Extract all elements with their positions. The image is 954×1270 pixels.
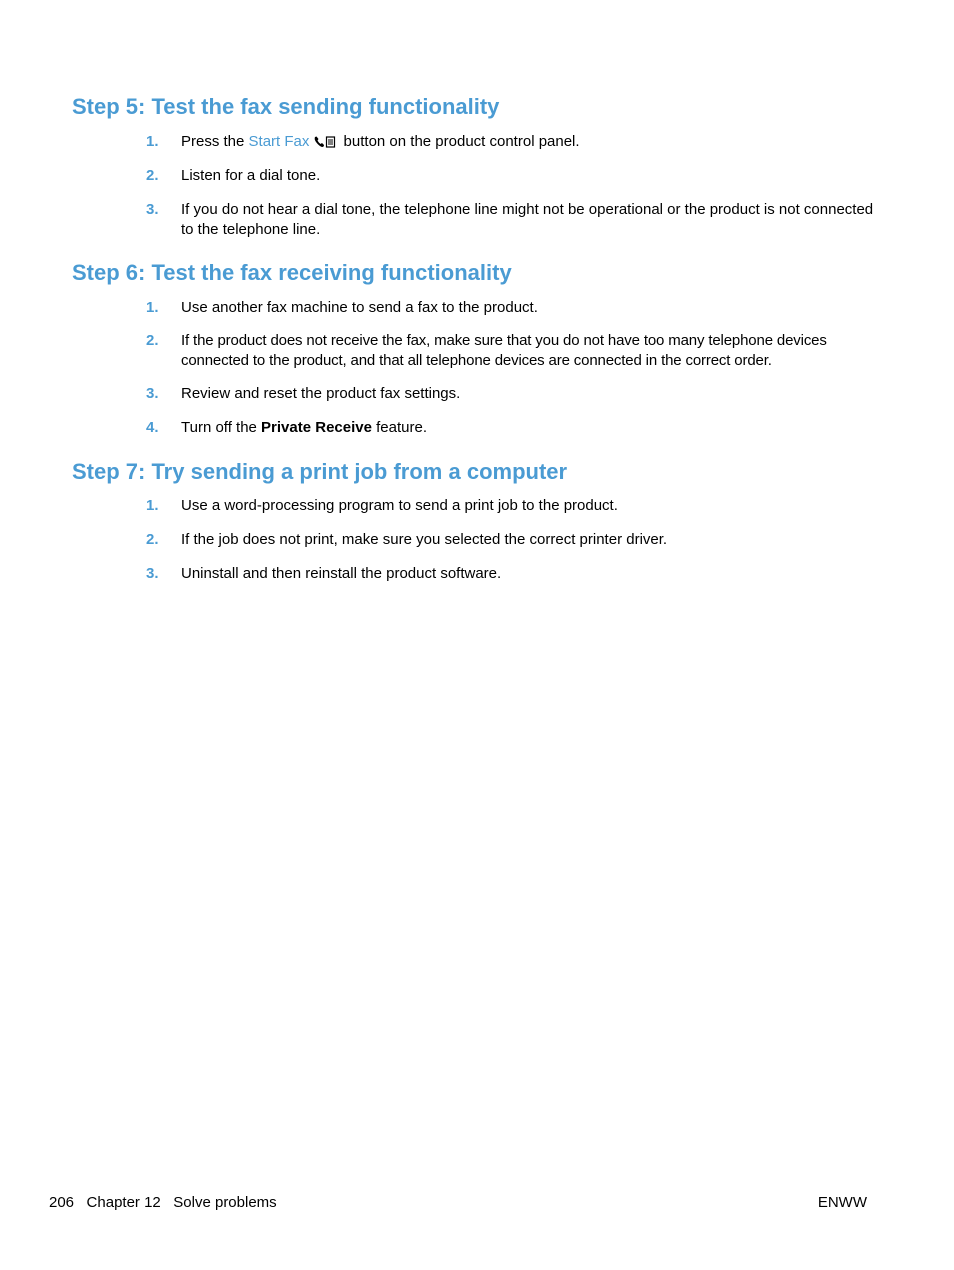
list-text: If the job does not print, make sure you selected the correct printer driver. xyxy=(181,531,668,548)
list-text xyxy=(181,132,881,155)
step5-heading: Step 5: Test the fax sending functionality xyxy=(72,94,500,119)
list-text xyxy=(181,418,881,438)
list-text: If you do not hear a dial tone, the telephone line might not be operational or the product is not connected to the telephone line. xyxy=(181,201,874,238)
list-number: 2. xyxy=(146,167,159,184)
list-text: If the product does not receive the fax, make sure that you do not have too many telephone devices connected to the product, and that all telephone devices are connected in the correct order. xyxy=(181,332,827,369)
list-number: 1. xyxy=(146,299,159,316)
page-number: 206 xyxy=(49,1194,75,1211)
page-footer-left xyxy=(49,1193,277,1213)
footer-chapter-title: Solve problems xyxy=(173,1194,277,1211)
list-number: 4. xyxy=(146,419,159,436)
list-number: 3. xyxy=(146,565,159,582)
fax-start-icon xyxy=(313,134,337,155)
list-text: Use a word-processing program to send a print job to the product. xyxy=(181,497,618,514)
list-text: Uninstall and then reinstall the product software. xyxy=(181,565,502,582)
list-text-post: feature. xyxy=(371,419,428,436)
step6-heading: Step 6: Test the fax receiving functionality xyxy=(72,260,512,285)
list-text-pre: Turn off the xyxy=(181,419,262,436)
list-number: 2. xyxy=(146,332,159,349)
footer-chapter: Chapter 12 xyxy=(86,1194,161,1211)
start-fax-link[interactable]: Start Fax xyxy=(248,133,310,150)
step7-heading: Step 7: Try sending a print job from a computer xyxy=(72,459,568,484)
list-number: 1. xyxy=(146,497,159,514)
page-footer-right: ENWW xyxy=(817,1194,867,1211)
private-receive-term: Private Receive xyxy=(261,419,372,436)
list-text-post: button on the product control panel. xyxy=(339,133,580,150)
list-number: 1. xyxy=(146,133,159,150)
list-number: 2. xyxy=(146,531,159,548)
list-text-pre: Press the xyxy=(181,133,249,150)
list-text: Review and reset the product fax settings. xyxy=(181,385,461,402)
list-text: Use another fax machine to send a fax to the product. xyxy=(181,299,538,316)
list-number: 3. xyxy=(146,201,159,218)
list-number: 3. xyxy=(146,385,159,402)
list-text: Listen for a dial tone. xyxy=(181,167,321,184)
